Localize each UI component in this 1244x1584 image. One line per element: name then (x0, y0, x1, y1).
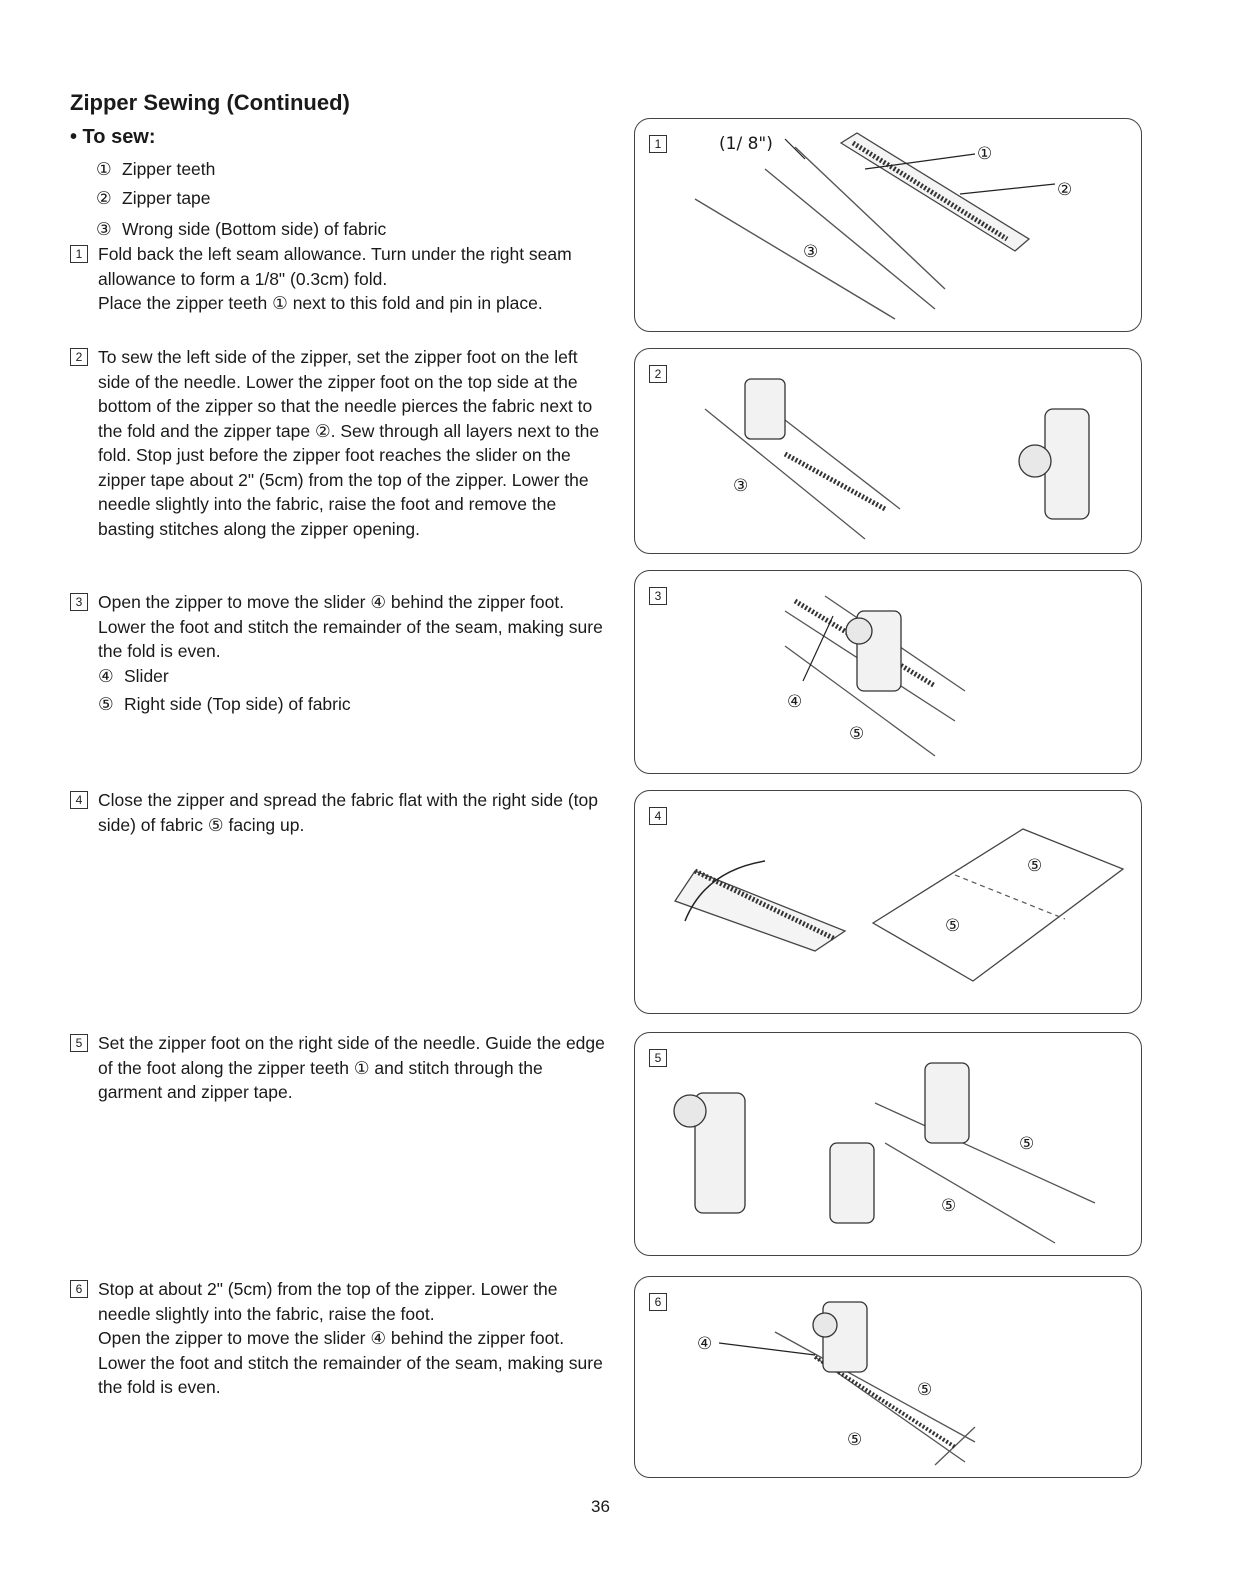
fabric-sheet-shape (873, 829, 1123, 981)
step-number-box: 2 (70, 348, 88, 366)
figure-number-box: 1 (649, 135, 667, 153)
callout-label: ⑤ (941, 1196, 957, 1216)
figure-5-illustration (635, 1033, 1141, 1255)
figure-number-box: 2 (649, 365, 667, 383)
legend-text: Slider (124, 665, 169, 686)
page-number: 36 (591, 1497, 610, 1516)
step-5 (70, 1031, 605, 1105)
callout-label: ② (1057, 180, 1073, 200)
callout-label: ⑤ (917, 1380, 933, 1400)
callout-label: ③ (803, 242, 819, 262)
zipper-fabric-shape (675, 871, 845, 951)
figure-number-box: 3 (649, 587, 667, 605)
step-2 (70, 345, 605, 541)
callout-label: ⑤ (849, 724, 865, 744)
legend-item (96, 186, 211, 211)
step-3 (70, 590, 605, 717)
legend-number: ① (96, 159, 112, 179)
step-number-box: 4 (70, 791, 88, 809)
fabric-edge-line (775, 1332, 975, 1465)
legend-number: ④ (98, 665, 114, 686)
legend-number: ③ (96, 219, 112, 239)
page-title: Zipper Sewing (Continued) (70, 90, 350, 115)
step-number-box: 1 (70, 245, 88, 263)
figure-6-illustration (635, 1277, 1141, 1477)
callout-label: ③ (733, 476, 749, 496)
callout-label: ⑤ (945, 916, 961, 936)
legend-text: Zipper teeth (122, 159, 216, 179)
figure-2 (634, 348, 1142, 554)
callout-label: ⑤ (847, 1430, 863, 1450)
legend-number: ② (96, 188, 112, 208)
callout-label: ④ (787, 692, 803, 712)
step-text: Close the zipper and spread the fabric flat with the right side (top side) of fabric ⑤ facing up. (98, 790, 598, 835)
step-text: Open the zipper to move the slider ④ behind the zipper foot. (98, 1328, 565, 1348)
foot-screw-shape (813, 1313, 837, 1337)
zipper-foot-shape (1045, 409, 1089, 519)
step-text: Fold back the left seam allowance. Turn under the right seam allowance to form a 1/8" (0.3cm) fold. (98, 244, 572, 289)
step-text: Open the zipper to move the slider ④ behind the zipper foot. (98, 592, 565, 612)
zipper-foot-shape (823, 1302, 867, 1372)
step-number-box: 5 (70, 1034, 88, 1052)
step-number-box: 6 (70, 1280, 88, 1298)
step-text: To sew the left side of the zipper, set the zipper foot on the left side of the needle. Lower the zipper foot on the top side at the bottom of the zipper so that the needle pierces the fabric next to the fold and the zipper tape ②. Sew through all layers next to the fold. Stop just before the zipper foot reaches the slider on the zipper tape about 2" (5cm) from the top of the zipper. Lower the needle slightly into the fabric, raise the foot and remove the basting stitches along the zipper opening. (98, 347, 600, 539)
step-text: Lower the foot and stitch the remainder of the seam, making sure the fold is even. (98, 616, 603, 661)
foot-screw-shape (1019, 445, 1051, 477)
legend-text: Zipper tape (122, 188, 211, 208)
leader-line (719, 1343, 815, 1355)
step-text: Stop at about 2" (5cm) from the top of the zipper. Lower the needle slightly into the fabric, raise the foot. (98, 1279, 558, 1324)
figure-6 (634, 1276, 1142, 1478)
callout-label: ⑤ (1027, 856, 1043, 876)
step-number-box: 3 (70, 593, 88, 611)
callout-label: ④ (697, 1334, 713, 1354)
section-subtitle: • To sew: (70, 126, 156, 148)
foot-screw-shape (674, 1095, 706, 1127)
legend-item (98, 692, 605, 717)
presser-foot-shape (925, 1063, 969, 1143)
step-6 (70, 1277, 605, 1400)
zipper-teeth-shape (785, 454, 885, 509)
figure-5 (634, 1032, 1142, 1256)
legend-text: Wrong side (Bottom side) of fabric (122, 219, 387, 239)
step-1 (70, 242, 605, 316)
callout-label: ⑤ (1019, 1134, 1035, 1154)
step-text: Set the zipper foot on the right side of the needle. Guide the edge of the foot along the zipper teeth ① and stitch through the garment and zipper tape. (98, 1033, 605, 1102)
figure-4-illustration (635, 791, 1141, 1013)
figure-4 (634, 790, 1142, 1014)
step-4 (70, 788, 605, 837)
figure-number-box: 6 (649, 1293, 667, 1311)
figure-3-illustration (635, 571, 1141, 773)
legend-number: ⑤ (98, 694, 114, 714)
callout-label: ① (977, 144, 993, 164)
figure-1-illustration (635, 119, 1141, 331)
legend-item (98, 664, 605, 689)
fabric-edge-line (875, 1103, 1095, 1243)
figure-1 (634, 118, 1142, 332)
figure-2-illustration (635, 349, 1141, 553)
step-text: Place the zipper teeth ① next to this fold and pin in place. (98, 293, 543, 313)
legend-item (96, 217, 386, 242)
figure-number-box: 5 (649, 1049, 667, 1067)
measurement-label: (1/ 8") (719, 134, 773, 154)
foot-screw-shape (846, 618, 872, 644)
figure-number-box: 4 (649, 807, 667, 825)
legend-text: Right side (Top side) of fabric (124, 694, 351, 714)
step-text: Lower the foot and stitch the remainder of the seam, making sure the fold is even. (98, 1352, 603, 1397)
presser-foot-shape (745, 379, 785, 439)
legend-item (96, 157, 215, 182)
presser-foot-shape (830, 1143, 874, 1223)
figure-3 (634, 570, 1142, 774)
